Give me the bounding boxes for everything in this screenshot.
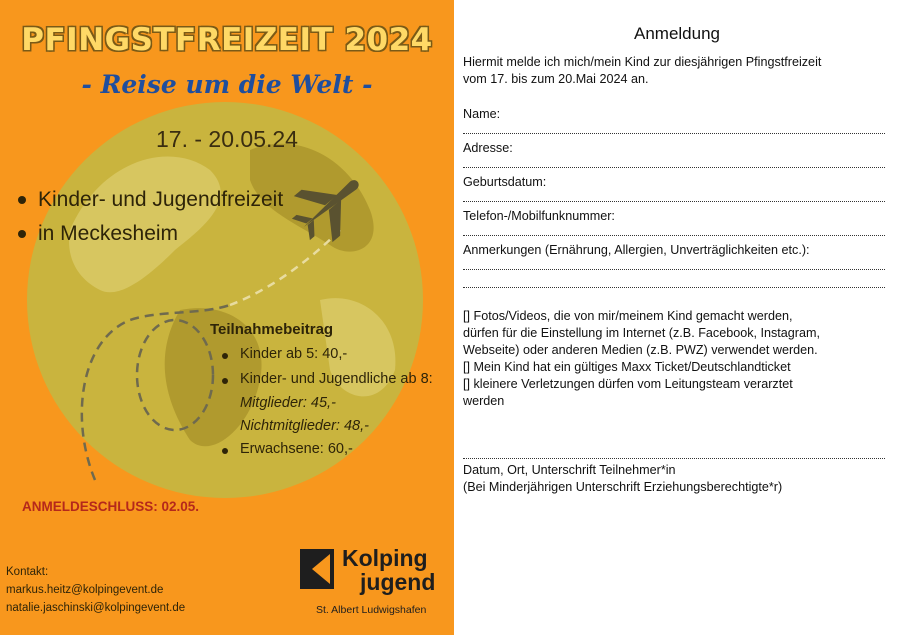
contact-label: Kontakt: bbox=[6, 566, 49, 578]
consent-text-line: werden bbox=[463, 394, 505, 408]
address-blank-line[interactable] bbox=[463, 167, 885, 168]
registration-form bbox=[454, 0, 900, 635]
consent-text-line: Webseite) oder anderen Medien (z.B. PWZ) verwendet werden. bbox=[463, 343, 818, 357]
field-label-birthdate: Geburtsdatum: bbox=[463, 175, 547, 189]
flyer-subtitle: - Reise um die Welt - bbox=[81, 70, 373, 99]
fee-item: Kinder- und Jugendliche ab 8: bbox=[240, 371, 433, 387]
fee-item-members: Mitglieder: 45,- bbox=[240, 395, 336, 411]
fee-title: Teilnahmebeitrag bbox=[210, 321, 334, 338]
bullet-item: Kinder- und Jugendfreizeit bbox=[18, 188, 283, 212]
signature-note: (Bei Minderjährigen Unterschrift Erziehungsberechtigte*r) bbox=[463, 480, 783, 494]
logo-word-kolping: Kolping bbox=[342, 545, 428, 571]
birthdate-blank-line[interactable] bbox=[463, 201, 885, 202]
flyer-title: PFINGSTFREIZEIT 2024 bbox=[21, 22, 433, 58]
form-intro-line: vom 17. bis zum 20.Mai 2024 an. bbox=[463, 72, 649, 86]
kolping-k-icon bbox=[300, 549, 334, 589]
form-intro-line: Hiermit melde ich mich/mein Kind zur diesjährigen Pfingstfreizeit bbox=[463, 55, 822, 69]
signature-blank-line[interactable] bbox=[463, 458, 885, 459]
notes-blank-line[interactable] bbox=[463, 269, 885, 270]
logo-word-jugend: jugend bbox=[360, 569, 436, 595]
form-title: Anmeldung bbox=[633, 24, 720, 43]
field-label-phone: Telefon-/Mobilfunknummer: bbox=[463, 209, 615, 223]
fee-item-nonmembers: Nichtmitglieder: 48,- bbox=[240, 418, 369, 434]
contact-email[interactable]: natalie.jaschinski@kolpingevent.de bbox=[6, 602, 186, 614]
phone-blank-line[interactable] bbox=[463, 235, 885, 236]
logo-subtitle: St. Albert Ludwigshafen bbox=[316, 604, 427, 616]
field-label-address: Adresse: bbox=[463, 141, 513, 155]
consent-ticket-line[interactable]: [] Mein Kind hat ein gültiges Maxx Ticket/Deutschlandticket bbox=[463, 360, 791, 374]
fee-item: Kinder ab 5: 40,- bbox=[240, 346, 348, 362]
consent-firstaid-line[interactable]: [] kleinere Verletzungen dürfen vom Leitungsteam verarztet bbox=[463, 377, 793, 391]
consent-photos-line[interactable]: [] Fotos/Videos, die von mir/meinem Kind gemacht werden, bbox=[463, 309, 793, 323]
signature-label: Datum, Ort, Unterschrift Teilnehmer*in bbox=[463, 463, 676, 477]
fee-item: Erwachsene: 60,- bbox=[240, 441, 353, 457]
registration-deadline: ANMELDESCHLUSS: 02.05. bbox=[22, 499, 200, 514]
field-label-name: Name: bbox=[463, 107, 501, 121]
event-dates: 17. - 20.05.24 bbox=[156, 126, 298, 152]
notes-blank-line[interactable] bbox=[463, 287, 885, 288]
consent-text-line: dürfen für die Einstellung im Internet (z.B. Facebook, Instagram, bbox=[463, 326, 820, 340]
field-label-notes: Anmerkungen (Ernährung, Allergien, Unverträglichkeiten etc.): bbox=[463, 243, 810, 257]
contact-email[interactable]: markus.heitz@kolpingevent.de bbox=[6, 584, 164, 596]
bullet-item: in Meckesheim bbox=[18, 222, 178, 246]
name-blank-line[interactable] bbox=[463, 133, 885, 134]
